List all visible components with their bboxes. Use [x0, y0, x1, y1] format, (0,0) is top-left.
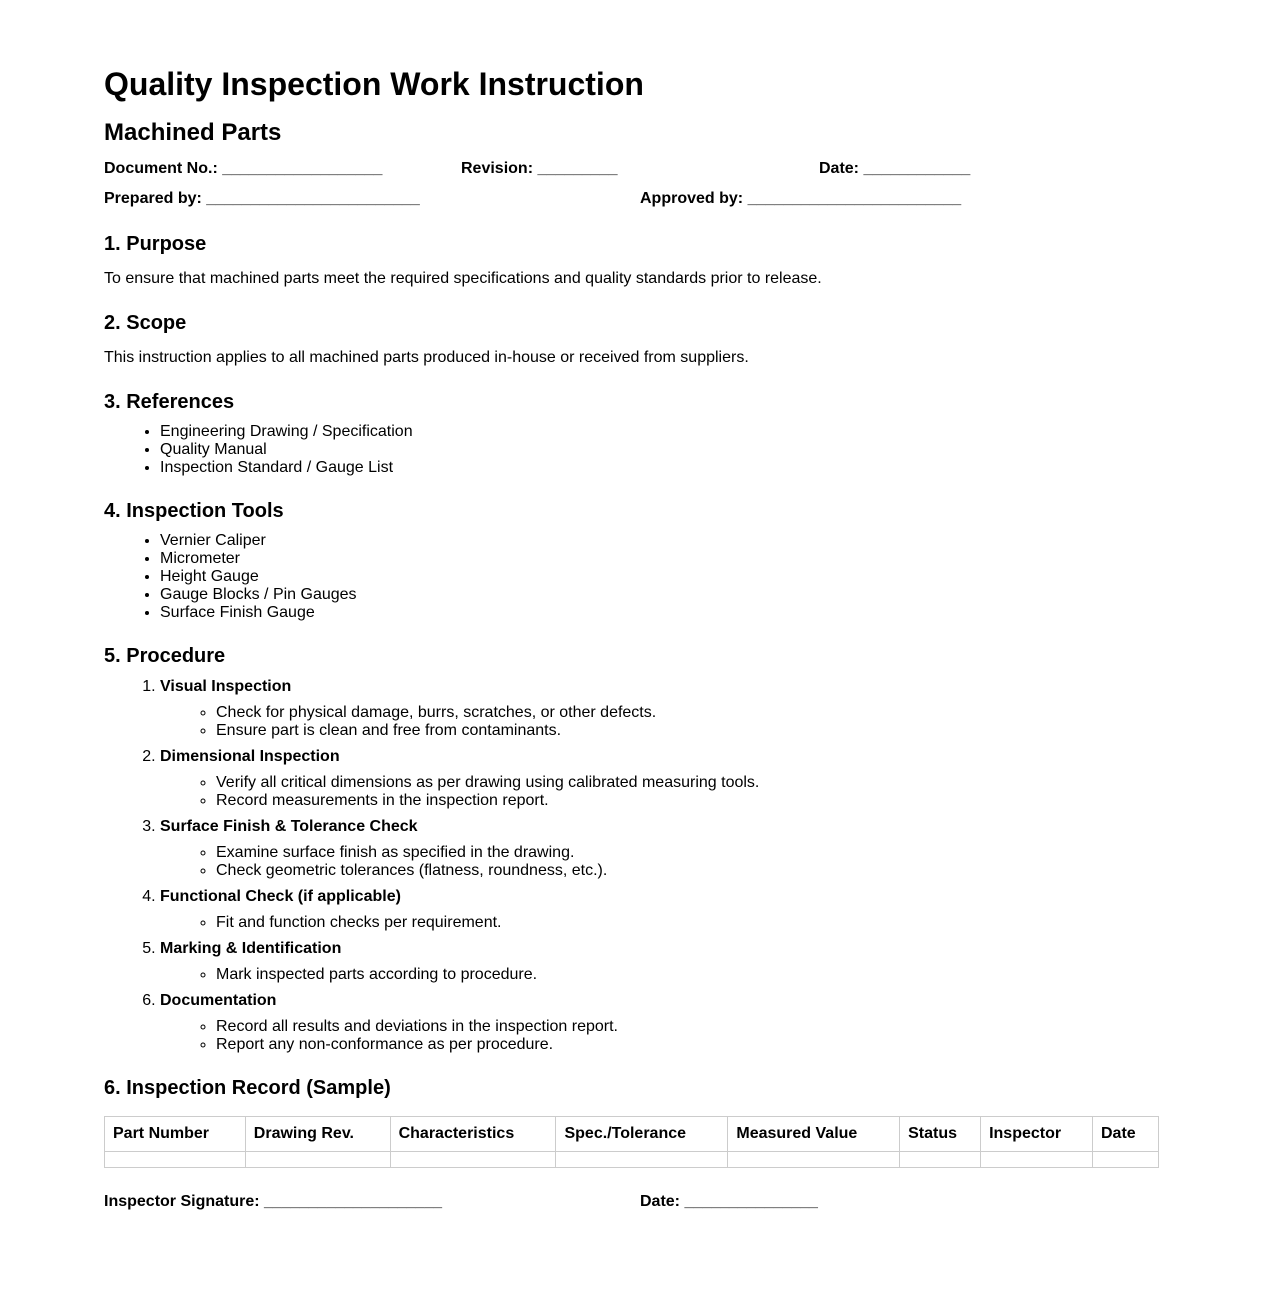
inspector-signature-blank[interactable]: ____________________: [264, 1193, 442, 1210]
section-inspection-record: [104, 1076, 1159, 1168]
cell-drawing-rev[interactable]: [245, 1152, 390, 1168]
list-item: ◦ Check for physical damage, burrs, scratches, or other defects.: [216, 704, 1159, 722]
column-header-inspector: Inspector: [981, 1117, 1093, 1152]
step-title: Functional Check (if applicable): [160, 888, 401, 905]
cell-part-number[interactable]: [105, 1152, 246, 1168]
step-items: [160, 704, 1159, 740]
scope-text: This instruction applies to all machined parts produced in-house or received from suppliers.: [104, 349, 749, 366]
procedure-heading: 5. Procedure: [104, 645, 226, 667]
list-item: • Gauge Blocks / Pin Gauges: [160, 586, 1159, 604]
table-row: [105, 1152, 1159, 1168]
list-item: ◦ Report any non-conformance as per procedure.: [216, 1036, 1159, 1054]
list-item: • Engineering Drawing / Specification: [160, 423, 1159, 441]
section-references: [104, 390, 1159, 477]
purpose-heading: 1. Purpose: [104, 233, 207, 255]
procedure-step: [160, 888, 1159, 932]
list-item: ◦ Fit and function checks per requirement.: [216, 914, 1159, 932]
revision-blank[interactable]: _________: [537, 160, 618, 177]
signoff-date-field[interactable]: [640, 1192, 818, 1212]
procedure-step: [160, 940, 1159, 984]
cell-measured-value[interactable]: [728, 1152, 900, 1168]
step-items: [160, 844, 1159, 880]
cell-status[interactable]: [900, 1152, 981, 1168]
step-items: [160, 914, 1159, 932]
cell-characteristics[interactable]: [390, 1152, 556, 1168]
prepared-by-blank[interactable]: ________________________: [206, 190, 420, 207]
list-item: • Quality Manual: [160, 441, 1159, 459]
column-header-characteristics: Characteristics: [390, 1117, 556, 1152]
list-item: ◦ Mark inspected parts according to procedure.: [216, 966, 1159, 984]
procedure-step: [160, 748, 1159, 810]
signoff-date-blank[interactable]: _______________: [684, 1193, 818, 1210]
meta-row-approval: [104, 189, 1159, 209]
cell-date[interactable]: [1093, 1152, 1159, 1168]
section-procedure: [104, 644, 1159, 1054]
document-no-label: Document No.:: [104, 160, 218, 177]
document-no-field[interactable]: [104, 159, 461, 179]
step-title: Documentation: [160, 992, 277, 1009]
section-scope: [104, 311, 1159, 368]
list-item: • Surface Finish Gauge: [160, 604, 1159, 622]
revision-label: Revision:: [461, 160, 534, 177]
references-heading: 3. References: [104, 391, 235, 413]
procedure-step: [160, 818, 1159, 880]
date-field[interactable]: [819, 159, 970, 179]
approved-by-field[interactable]: [640, 189, 961, 209]
tools-heading: 4. Inspection Tools: [104, 500, 284, 522]
references-list: [104, 423, 1159, 477]
list-item: • Vernier Caliper: [160, 532, 1159, 550]
date-label: Date:: [819, 160, 860, 177]
list-item: ◦ Record measurements in the inspection report.: [216, 792, 1159, 810]
inspection-record-table: [104, 1116, 1159, 1168]
list-item: ◦ Verify all critical dimensions as per drawing using calibrated measuring tools.: [216, 774, 1159, 792]
signoff-row: [104, 1192, 1159, 1212]
step-title: Marking & Identification: [160, 940, 342, 957]
meta-row-document: [104, 159, 1159, 179]
inspector-signature-label: Inspector Signature:: [104, 1193, 260, 1210]
revision-field[interactable]: [461, 159, 819, 179]
record-heading: 6. Inspection Record (Sample): [104, 1077, 391, 1099]
section-purpose: [104, 232, 1159, 289]
page-subtitle: Machined Parts: [104, 119, 282, 146]
page-title: Quality Inspection Work Instruction: [104, 66, 644, 102]
document-no-blank[interactable]: __________________: [222, 160, 383, 177]
list-item: • Micrometer: [160, 550, 1159, 568]
list-item: ◦ Check geometric tolerances (flatness, roundness, etc.).: [216, 862, 1159, 880]
column-header-measured-value: Measured Value: [728, 1117, 900, 1152]
purpose-text: To ensure that machined parts meet the required specifications and quality standards prior to release.: [104, 270, 822, 287]
inspector-signature-field[interactable]: [104, 1192, 640, 1212]
procedure-step: [160, 678, 1159, 740]
column-header-status: Status: [900, 1117, 981, 1152]
procedure-step: [160, 992, 1159, 1054]
list-item: ◦ Examine surface finish as specified in the drawing.: [216, 844, 1159, 862]
step-items: [160, 774, 1159, 810]
step-title: Visual Inspection: [160, 678, 292, 695]
date-blank[interactable]: ____________: [863, 160, 971, 177]
list-item: • Height Gauge: [160, 568, 1159, 586]
list-item: ◦ Ensure part is clean and free from contaminants.: [216, 722, 1159, 740]
cell-spec-tolerance[interactable]: [556, 1152, 728, 1168]
procedure-steps: [104, 678, 1159, 1054]
signoff-date-label: Date:: [640, 1193, 681, 1210]
approved-by-label: Approved by:: [640, 190, 744, 207]
step-items: [160, 1018, 1159, 1054]
approved-by-blank[interactable]: ________________________: [747, 190, 962, 207]
step-title: Dimensional Inspection: [160, 748, 340, 765]
step-items: [160, 966, 1159, 984]
column-header-drawing-rev: Drawing Rev.: [245, 1117, 390, 1152]
prepared-by-field[interactable]: [104, 189, 640, 209]
list-item: • Inspection Standard / Gauge List: [160, 459, 1159, 477]
scope-heading: 2. Scope: [104, 312, 187, 334]
table-header-row: [105, 1117, 1159, 1152]
section-inspection-tools: [104, 499, 1159, 622]
step-title: Surface Finish & Tolerance Check: [160, 818, 418, 835]
column-header-spec-tolerance: Spec./Tolerance: [556, 1117, 728, 1152]
cell-inspector[interactable]: [981, 1152, 1093, 1168]
column-header-part-number: Part Number: [105, 1117, 246, 1152]
prepared-by-label: Prepared by:: [104, 190, 202, 207]
list-item: ◦ Record all results and deviations in the inspection report.: [216, 1018, 1159, 1036]
tools-list: [104, 532, 1159, 622]
column-header-date: Date: [1093, 1117, 1159, 1152]
